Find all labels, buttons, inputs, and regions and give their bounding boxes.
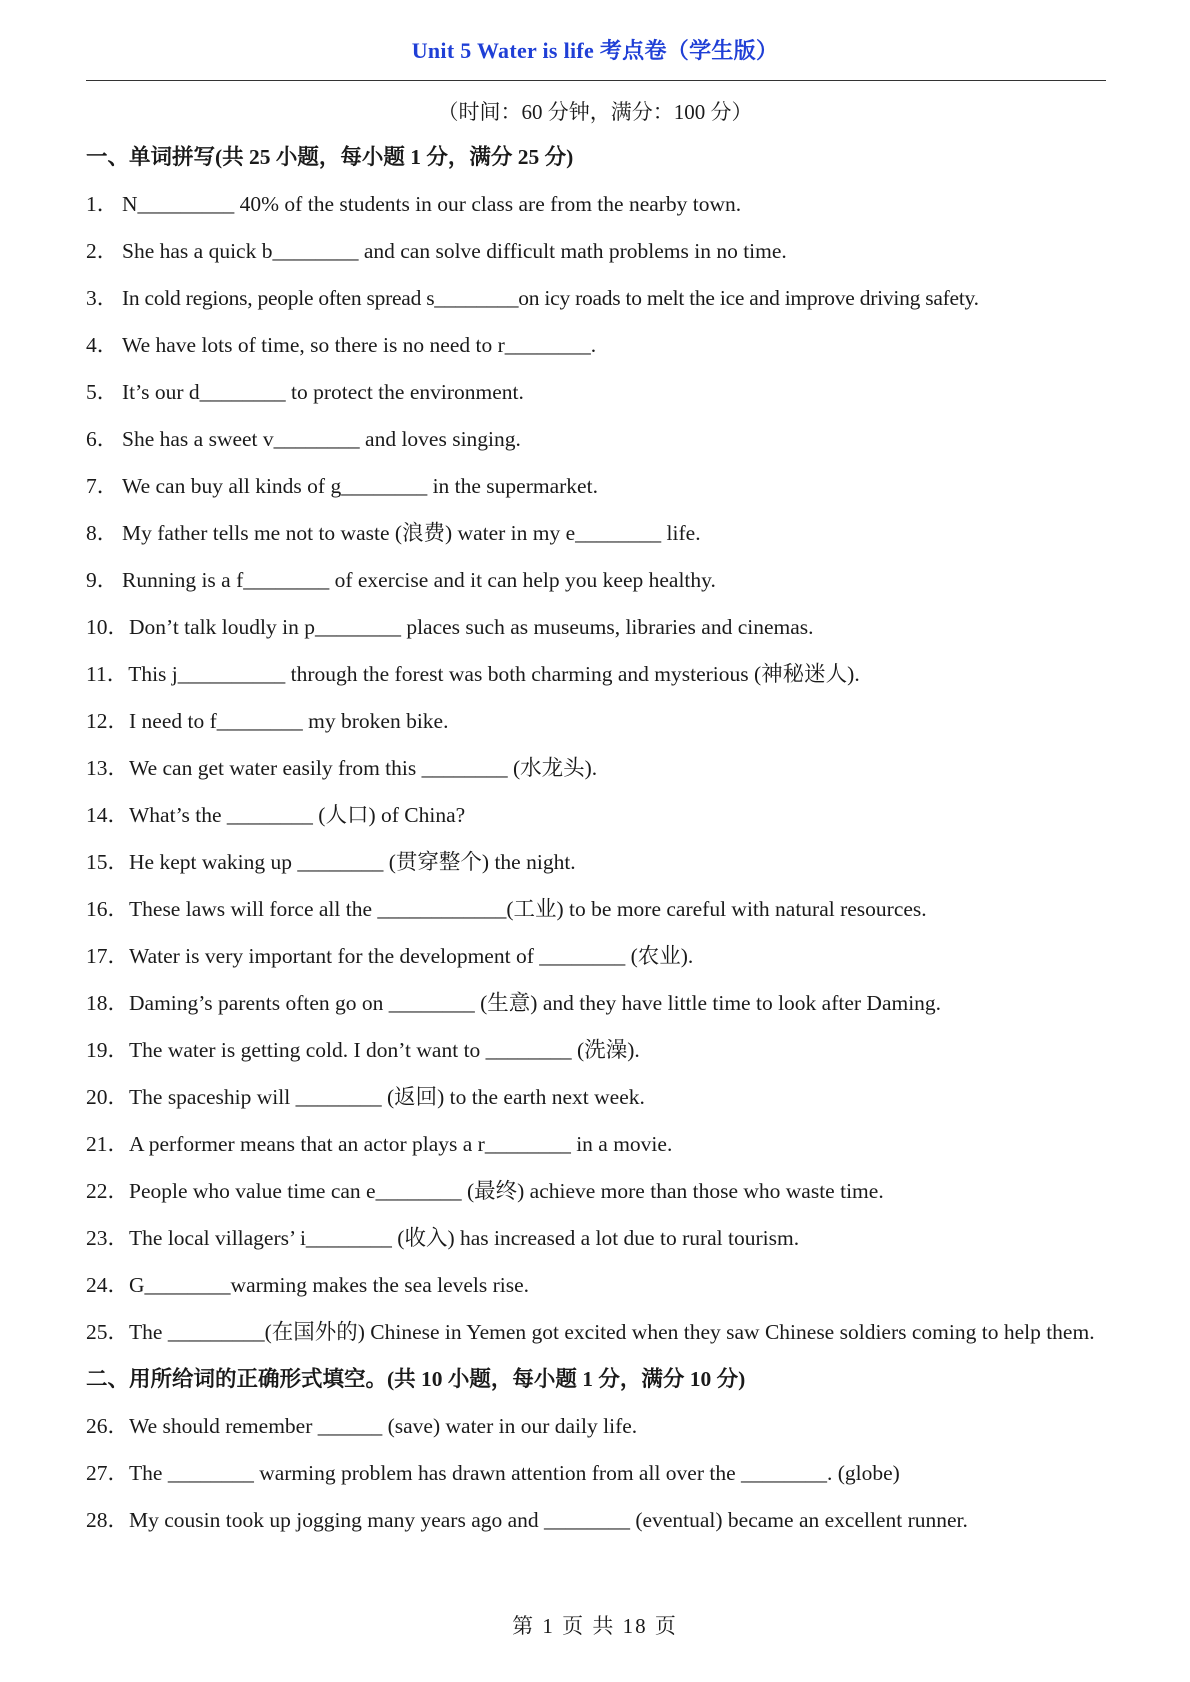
exam-content: [86, 134, 1108, 1544]
question-number: 7．: [86, 474, 119, 498]
question-text: G________warming makes the sea levels rise.: [129, 1273, 530, 1297]
title-divider: [86, 80, 1106, 81]
question-text: We have lots of time, so there is no need to r________.: [122, 333, 597, 357]
question-number: 15．: [86, 850, 130, 874]
question-number: 2．: [86, 239, 119, 263]
question-item: [86, 1215, 1108, 1262]
question-number: 25．: [86, 1320, 130, 1344]
question-text: A performer means that an actor plays a r________ in a movie.: [129, 1132, 673, 1156]
question-text: I need to f________ my broken bike.: [129, 709, 449, 733]
question-number: 24．: [86, 1273, 130, 1297]
question-text: The local villagers’ i________ (收入) has increased a lot due to rural tourism.: [129, 1226, 800, 1250]
question-item: [86, 181, 1108, 228]
question-text: Daming’s parents often go on ________ (生意) and they have little time to look after Daming.: [129, 991, 942, 1015]
question-text: He kept waking up ________ (贯穿整个) the night.: [129, 850, 576, 874]
question-item: [86, 1027, 1108, 1074]
question-text: The ________ warming problem has drawn attention from all over the ________. (globe): [129, 1461, 900, 1485]
question-item: [86, 745, 1108, 792]
question-item: [86, 651, 1108, 698]
question-item: [86, 416, 1108, 463]
question-item: [86, 228, 1108, 275]
question-text: The _________(在国外的) Chinese in Yemen got excited when they saw Chinese soldiers coming to help them.: [129, 1320, 1095, 1344]
question-text: In cold regions, people often spread s________on icy roads to melt the ice and improve driving safety.: [122, 286, 979, 310]
question-number: 3．: [86, 286, 119, 310]
question-item: [86, 886, 1108, 933]
question-number: 13．: [86, 756, 130, 780]
question-item: [86, 1497, 1108, 1544]
question-item: [86, 1450, 1108, 1497]
question-number: 12．: [86, 709, 130, 733]
question-item: [86, 1074, 1108, 1121]
exam-time-info: （时间：60 分钟，满分：100 分）: [437, 100, 753, 124]
question-number: 4．: [86, 333, 119, 357]
question-item: [86, 933, 1108, 980]
question-text: We can buy all kinds of g________ in the supermarket.: [122, 474, 598, 498]
question-text: Running is a f________ of exercise and it can help you keep healthy.: [122, 568, 716, 592]
question-item: [86, 698, 1108, 745]
question-text: Don’t talk loudly in p________ places such as museums, libraries and cinemas.: [129, 615, 814, 639]
question-text: My cousin took up jogging many years ago and ________ (eventual) became an excellent runner.: [129, 1508, 968, 1532]
question-item: [86, 839, 1108, 886]
section-heading-word-forms: 二、用所给词的正确形式填空。(共 10 小题，每小题 1 分，满分 10 分): [86, 1367, 746, 1391]
question-number: 5．: [86, 380, 119, 404]
question-number: 20．: [86, 1085, 130, 1109]
question-number: 26．: [86, 1414, 130, 1438]
question-text: My father tells me not to waste (浪费) water in my e________ life.: [122, 521, 701, 545]
question-item: [86, 980, 1108, 1027]
question-number: 6．: [86, 427, 119, 451]
question-text: Water is very important for the development of ________ (农业).: [129, 944, 694, 968]
question-number: 18．: [86, 991, 130, 1015]
question-number: 9．: [86, 568, 119, 592]
question-number: 14．: [86, 803, 130, 827]
question-number: 22．: [86, 1179, 130, 1203]
question-text: She has a sweet v________ and loves singing.: [122, 427, 521, 451]
question-item: [86, 1168, 1108, 1215]
question-item: [86, 1403, 1108, 1450]
question-number: 11．: [86, 662, 129, 686]
question-text: The water is getting cold. I don’t want to ________ (洗澡).: [129, 1038, 640, 1062]
question-text: N_________ 40% of the students in our class are from the nearby town.: [122, 192, 742, 216]
question-text: What’s the ________ (人口) of China?: [129, 803, 466, 827]
question-text: The spaceship will ________ (返回) to the earth next week.: [129, 1085, 645, 1109]
page-title: Unit 5 Water is life 考点卷（学生版）: [411, 38, 779, 63]
question-number: 28．: [86, 1508, 130, 1532]
question-item: [86, 369, 1108, 416]
question-text: People who value time can e________ (最终) achieve more than those who waste time.: [129, 1179, 884, 1203]
question-number: 27．: [86, 1461, 130, 1485]
question-number: 23．: [86, 1226, 130, 1250]
question-item: [86, 275, 1108, 322]
question-item: [86, 510, 1108, 557]
question-text: It’s our d________ to protect the environment.: [122, 380, 524, 404]
question-text: We should remember ______ (save) water in our daily life.: [129, 1414, 638, 1438]
question-item: [86, 557, 1108, 604]
question-number: 8．: [86, 521, 119, 545]
question-item: [86, 463, 1108, 510]
question-text: These laws will force all the ____________(工业) to be more careful with natural resources.: [129, 897, 927, 921]
question-text: This j__________ through the forest was both charming and mysterious (神秘迷人).: [128, 662, 860, 686]
question-number: 16．: [86, 897, 130, 921]
question-number: 19．: [86, 1038, 130, 1062]
question-number: 10．: [86, 615, 130, 639]
question-item: [86, 1309, 1108, 1356]
page-footer: 第 1 页 共 18 页: [512, 1614, 678, 1638]
question-text: We can get water easily from this ________ (水龙头).: [129, 756, 598, 780]
question-item: [86, 792, 1108, 839]
question-number: 21．: [86, 1132, 130, 1156]
question-item: [86, 322, 1108, 369]
question-number: 1．: [86, 192, 119, 216]
question-text: She has a quick b________ and can solve difficult math problems in no time.: [122, 239, 787, 263]
section-heading-spelling: 一、单词拼写(共 25 小题，每小题 1 分，满分 25 分): [86, 145, 574, 169]
question-number: 17．: [86, 944, 130, 968]
question-item: [86, 1121, 1108, 1168]
question-item: [86, 1262, 1108, 1309]
question-item: [86, 604, 1108, 651]
